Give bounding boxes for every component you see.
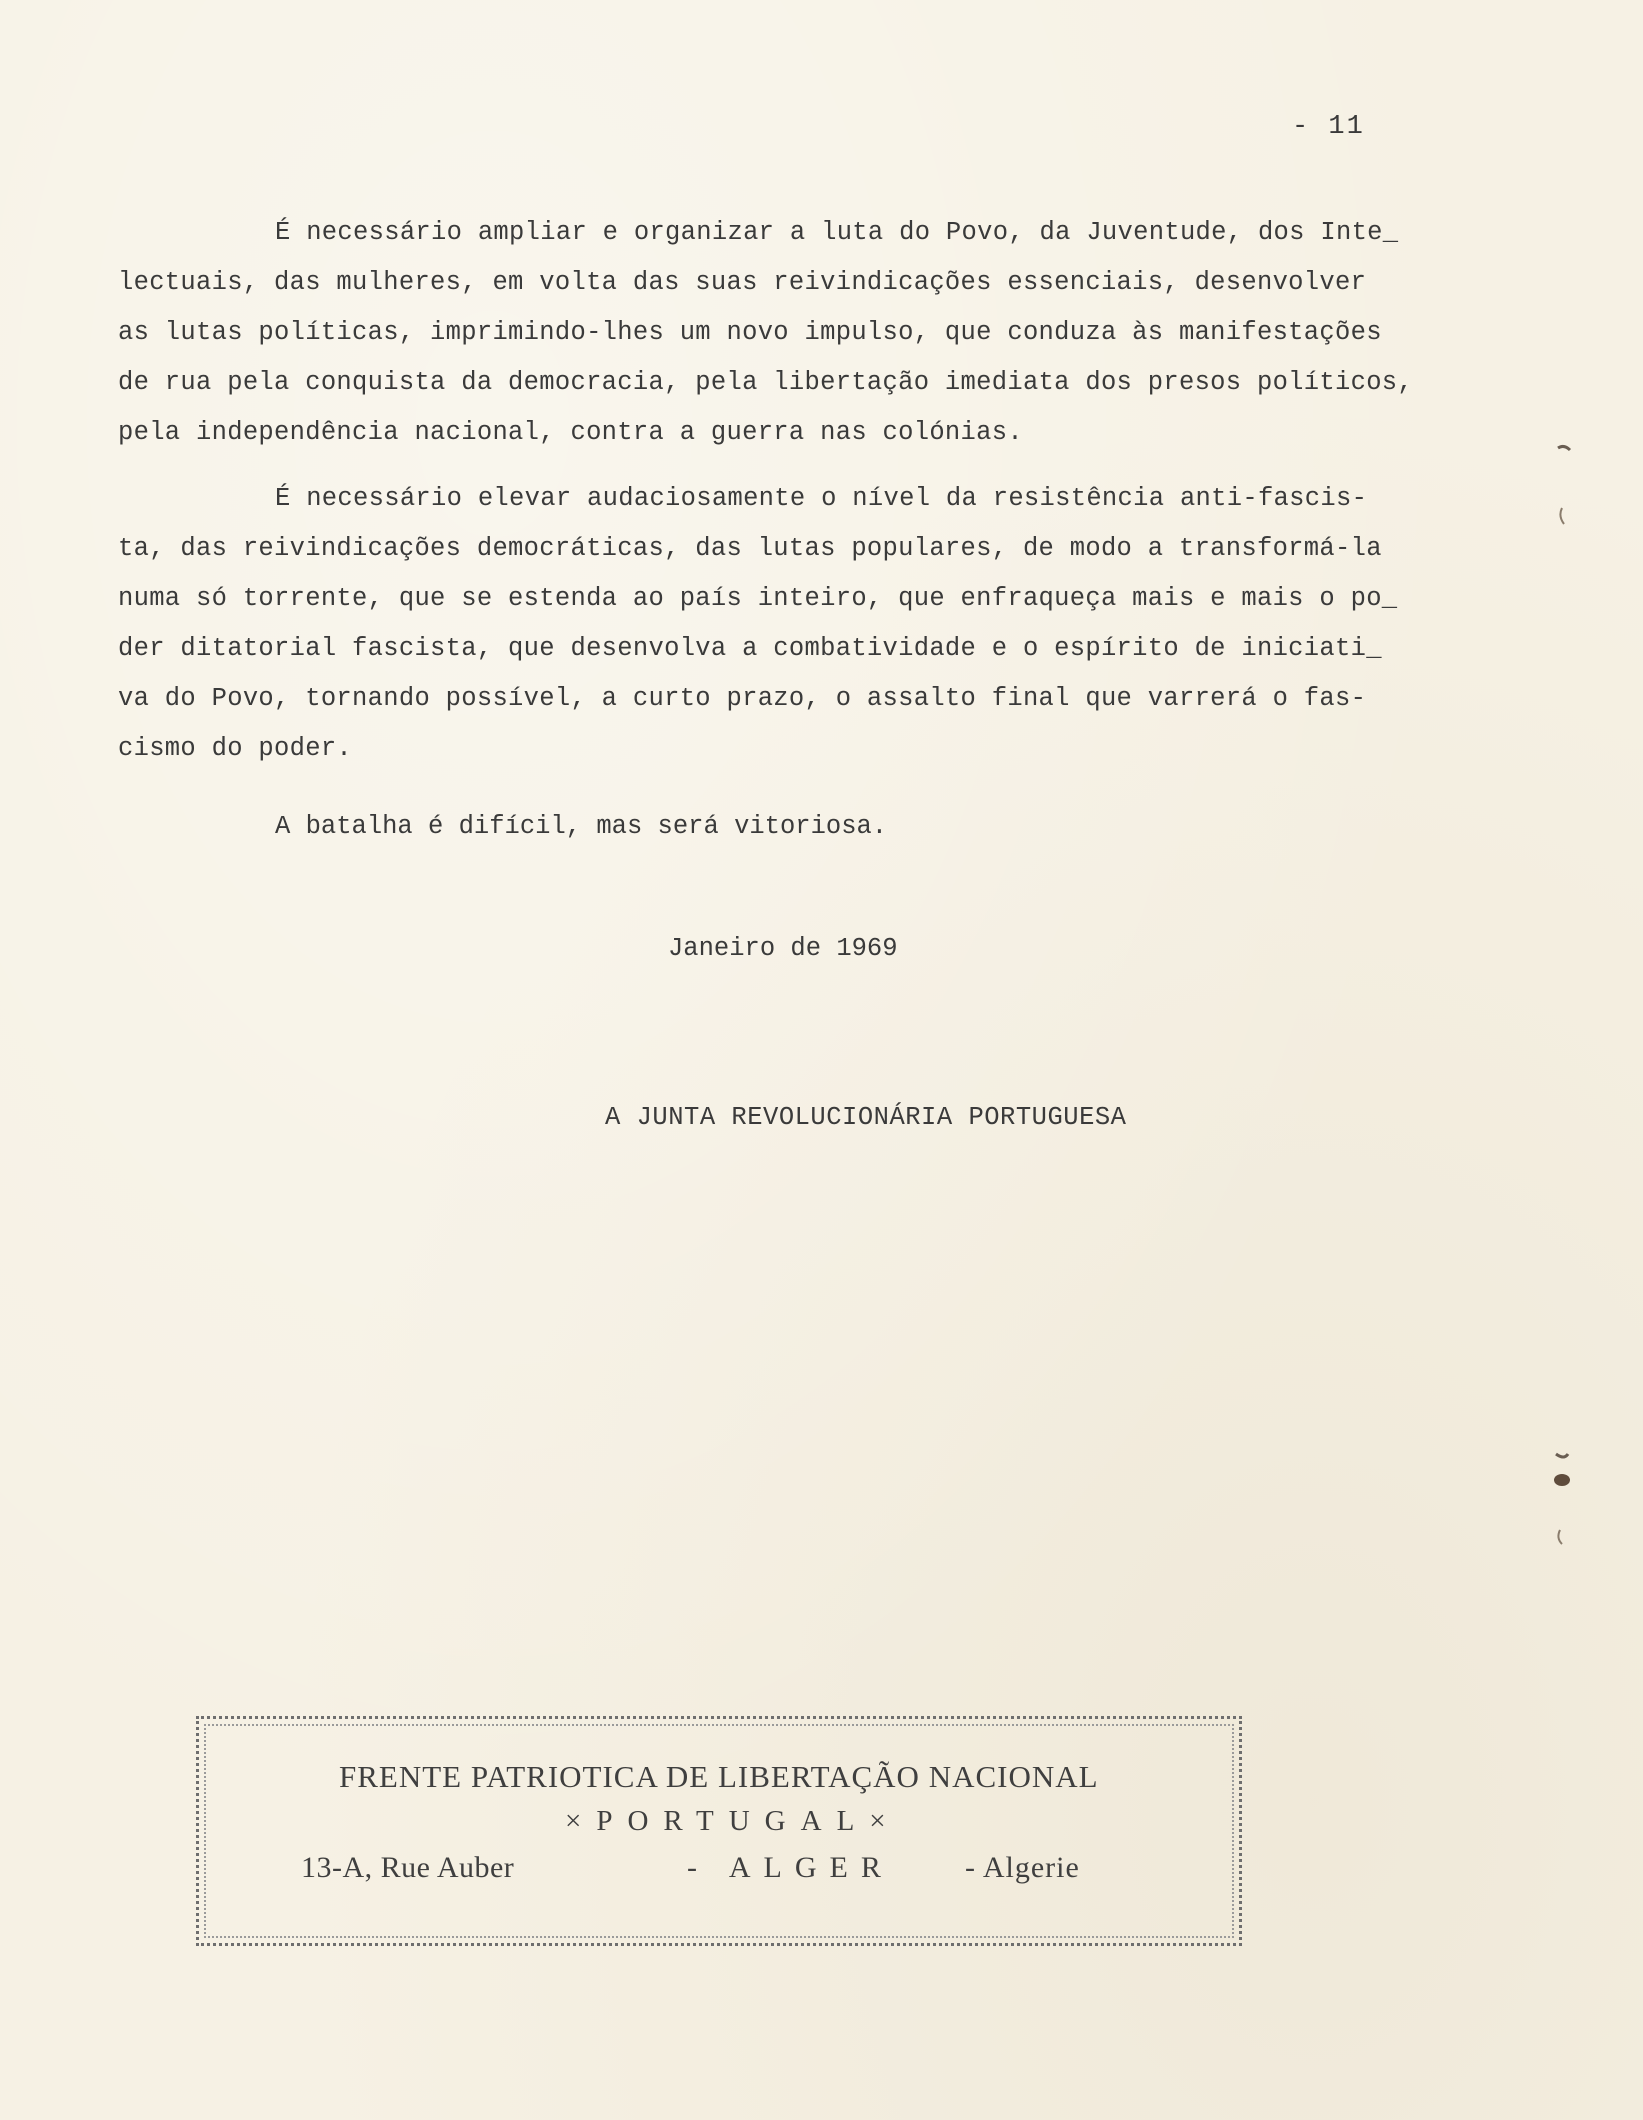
- stamp-city: - ALGER: [687, 1851, 894, 1884]
- paragraph-line: É necessário ampliar e organizar a luta do Povo, da Juventude, dos Inte_: [275, 218, 1399, 247]
- paragraph-line: va do Povo, tornando possível, a curto prazo, o assalto final que varrerá o fas-: [118, 684, 1367, 713]
- paragraph-line: lectuais, das mulheres, em volta das suas reivindicações essenciais, desenvolver: [118, 268, 1367, 297]
- stamp-country-name: - Algerie: [965, 1851, 1080, 1884]
- stamp-country: ×PORTUGAL×: [565, 1805, 901, 1837]
- address-stamp: [196, 1716, 1242, 1946]
- paragraph-line: ta, das reivindicações democráticas, das lutas populares, de modo a transformá-la: [118, 534, 1382, 563]
- paragraph-1: [118, 208, 1418, 458]
- signature: A JUNTA REVOLUCIONÁRIA PORTUGUESA: [605, 1103, 1127, 1132]
- closing-sentence: A batalha é difícil, mas será vitoriosa.: [275, 812, 888, 841]
- paragraph-line: É necessário elevar audaciosamente o nível da resistência anti-fascis-: [275, 484, 1368, 513]
- paragraph-line: cismo do poder.: [118, 734, 353, 763]
- paragraph-line: der ditatorial fascista, que desenvolva a combatividade e o espírito de iniciati_: [118, 634, 1382, 663]
- page-number: - 11: [1292, 112, 1365, 142]
- paragraph-2: [118, 474, 1418, 774]
- show-through-text: [140, 1270, 1420, 1319]
- paragraph-line: numa só torrente, que se estenda ao país inteiro, que enfraqueça mais e mais o po_: [118, 584, 1398, 613]
- stamp-address: 13-A, Rue Auber: [301, 1851, 515, 1884]
- paragraph-line: pela independência nacional, contra a guerra nas colónias.: [118, 418, 1023, 447]
- paper-mark-icon: [1548, 438, 1588, 538]
- paragraph-line: de rua pela conquista da democracia, pela libertação imediata dos presos políticos,: [118, 368, 1414, 397]
- date-line: Janeiro de 1969: [668, 934, 898, 963]
- paper-mark-icon: [1546, 1440, 1586, 1550]
- stamp-title: FRENTE PATRIOTICA DE LIBERTAÇÃO NACIONAL: [339, 1759, 1099, 1794]
- paragraph-line: as lutas políticas, imprimindo-lhes um novo impulso, que conduza às manifestações: [118, 318, 1382, 347]
